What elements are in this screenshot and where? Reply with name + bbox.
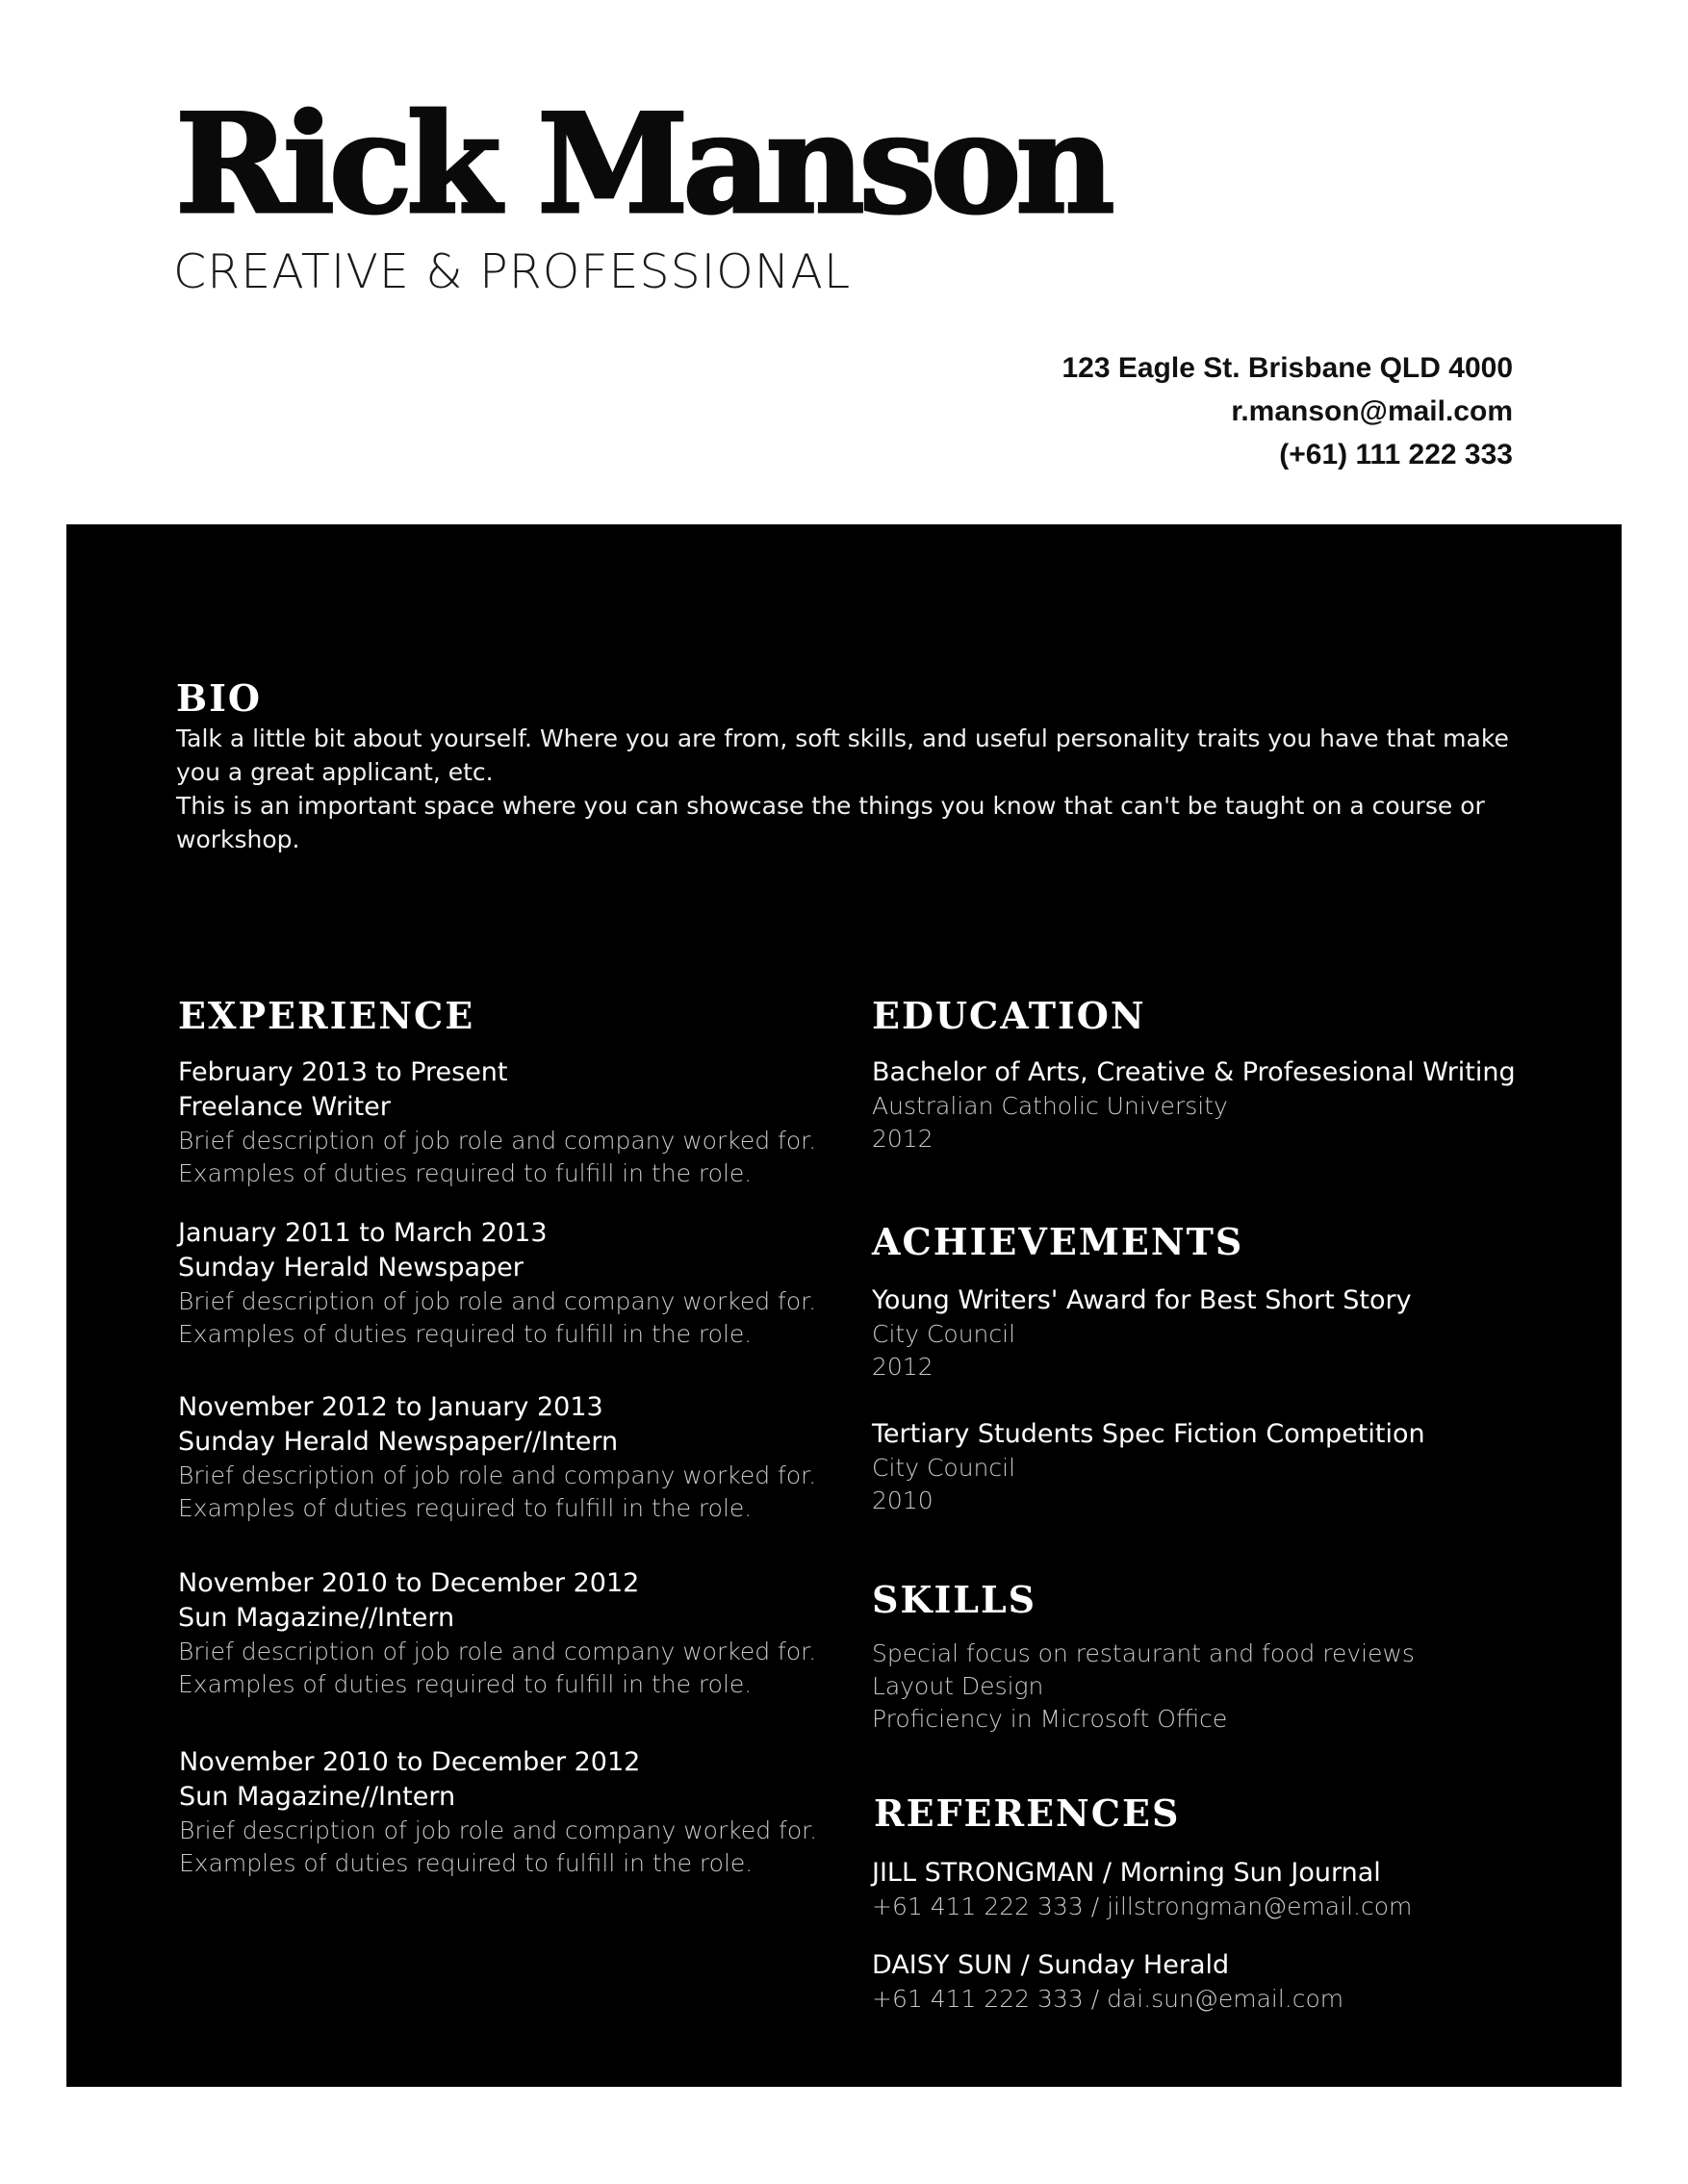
experience-heading: EXPERIENCE: [178, 994, 475, 1037]
achievement-entry: [872, 1417, 1565, 1517]
bio-text: [176, 722, 1543, 856]
bio-paragraph: This is an important space where you can showcase the things you know that can't be taught on a course or workshop.: [176, 792, 1485, 853]
experience-role: Sunday Herald Newspaper: [178, 1253, 524, 1282]
experience-entry: [178, 1390, 871, 1525]
achievements-heading: ACHIEVEMENTS: [872, 1220, 1244, 1263]
experience-role: Sun Magazine//Intern: [179, 1782, 456, 1812]
reference-contact: +61 411 222 333 / dai.sun@email.com: [872, 1985, 1344, 2013]
education-heading: EDUCATION: [872, 994, 1146, 1037]
experience-desc: Examples of duties required to fulfill in the role.: [178, 1494, 753, 1522]
experience-dates: November 2010 to December 2012: [178, 1568, 640, 1598]
experience-desc: Examples of duties required to fulfill in the role.: [178, 1670, 753, 1698]
experience-desc: Brief description of job role and company worked for.: [178, 1287, 817, 1315]
reference-entry: [872, 1948, 1565, 2016]
reference-name: DAISY SUN / Sunday Herald: [872, 1950, 1230, 1980]
skills-list: [872, 1638, 1565, 1736]
experience-desc: Brief description of job role and company worked for.: [178, 1127, 817, 1155]
skill-item: Special focus on restaurant and food reviews: [872, 1639, 1415, 1667]
resume-body-panel: [66, 524, 1622, 2087]
education-year: 2012: [872, 1125, 934, 1153]
skill-item: Layout Design: [872, 1672, 1044, 1700]
experience-entry: [178, 1055, 871, 1190]
experience-dates: November 2012 to January 2013: [178, 1392, 603, 1422]
experience-role: Sunday Herald Newspaper//Intern: [178, 1427, 619, 1457]
education-school: Australian Catholic University: [872, 1092, 1228, 1120]
experience-desc: Brief description of job role and company worked for.: [178, 1461, 817, 1489]
achievement-year: 2010: [872, 1486, 934, 1514]
education-degree: Bachelor of Arts, Creative & Profesesional Writing: [872, 1057, 1516, 1087]
education-entry: [872, 1055, 1565, 1155]
experience-desc: Brief description of job role and company worked for.: [178, 1638, 817, 1665]
achievement-entry: [872, 1283, 1565, 1384]
reference-name: JILL STRONGMAN / Morning Sun Journal: [872, 1858, 1381, 1888]
experience-desc: Brief description of job role and company worked for.: [179, 1816, 818, 1844]
experience-desc: Examples of duties required to fulfill in the role.: [178, 1320, 753, 1348]
experience-entry: [179, 1745, 872, 1880]
reference-contact: +61 411 222 333 / jillstrongman@email.com: [872, 1892, 1413, 1920]
achievement-year: 2012: [872, 1353, 934, 1381]
experience-dates: February 2013 to Present: [178, 1057, 508, 1087]
contact-email: r.manson@mail.com: [1231, 395, 1513, 427]
achievement-org: City Council: [872, 1454, 1016, 1482]
skill-item: Proficiency in Microsoft Office: [872, 1705, 1228, 1733]
achievement-title: Young Writers' Award for Best Short Story: [872, 1285, 1412, 1315]
achievement-title: Tertiary Students Spec Fiction Competition: [872, 1419, 1425, 1449]
experience-entry: [178, 1566, 871, 1701]
experience-desc: Examples of duties required to fulfill in the role.: [178, 1159, 753, 1187]
skills-heading: SKILLS: [872, 1578, 1037, 1621]
contact-info: [1061, 346, 1513, 476]
contact-phone: (+61) 111 222 333: [1279, 439, 1513, 470]
contact-address: 123 Eagle St. Brisbane QLD 4000: [1061, 352, 1513, 384]
reference-entry: [872, 1856, 1565, 1923]
resume-tagline: CREATIVE & PROFESSIONAL: [173, 244, 852, 299]
experience-desc: Examples of duties required to fulfill in the role.: [179, 1849, 754, 1877]
resume-name: Rick Manson: [175, 85, 1110, 244]
experience-role: Freelance Writer: [178, 1092, 391, 1122]
experience-entry: [178, 1216, 871, 1351]
experience-dates: November 2010 to December 2012: [179, 1747, 641, 1777]
achievement-org: City Council: [872, 1320, 1016, 1348]
bio-paragraph: Talk a little bit about yourself. Where you are from, soft skills, and useful personality traits you have that make you a great applicant, etc.: [176, 724, 1509, 786]
bio-heading: BIO: [176, 676, 262, 720]
experience-role: Sun Magazine//Intern: [178, 1603, 455, 1633]
references-heading: REFERENCES: [874, 1791, 1181, 1835]
experience-dates: January 2011 to March 2013: [178, 1218, 548, 1248]
